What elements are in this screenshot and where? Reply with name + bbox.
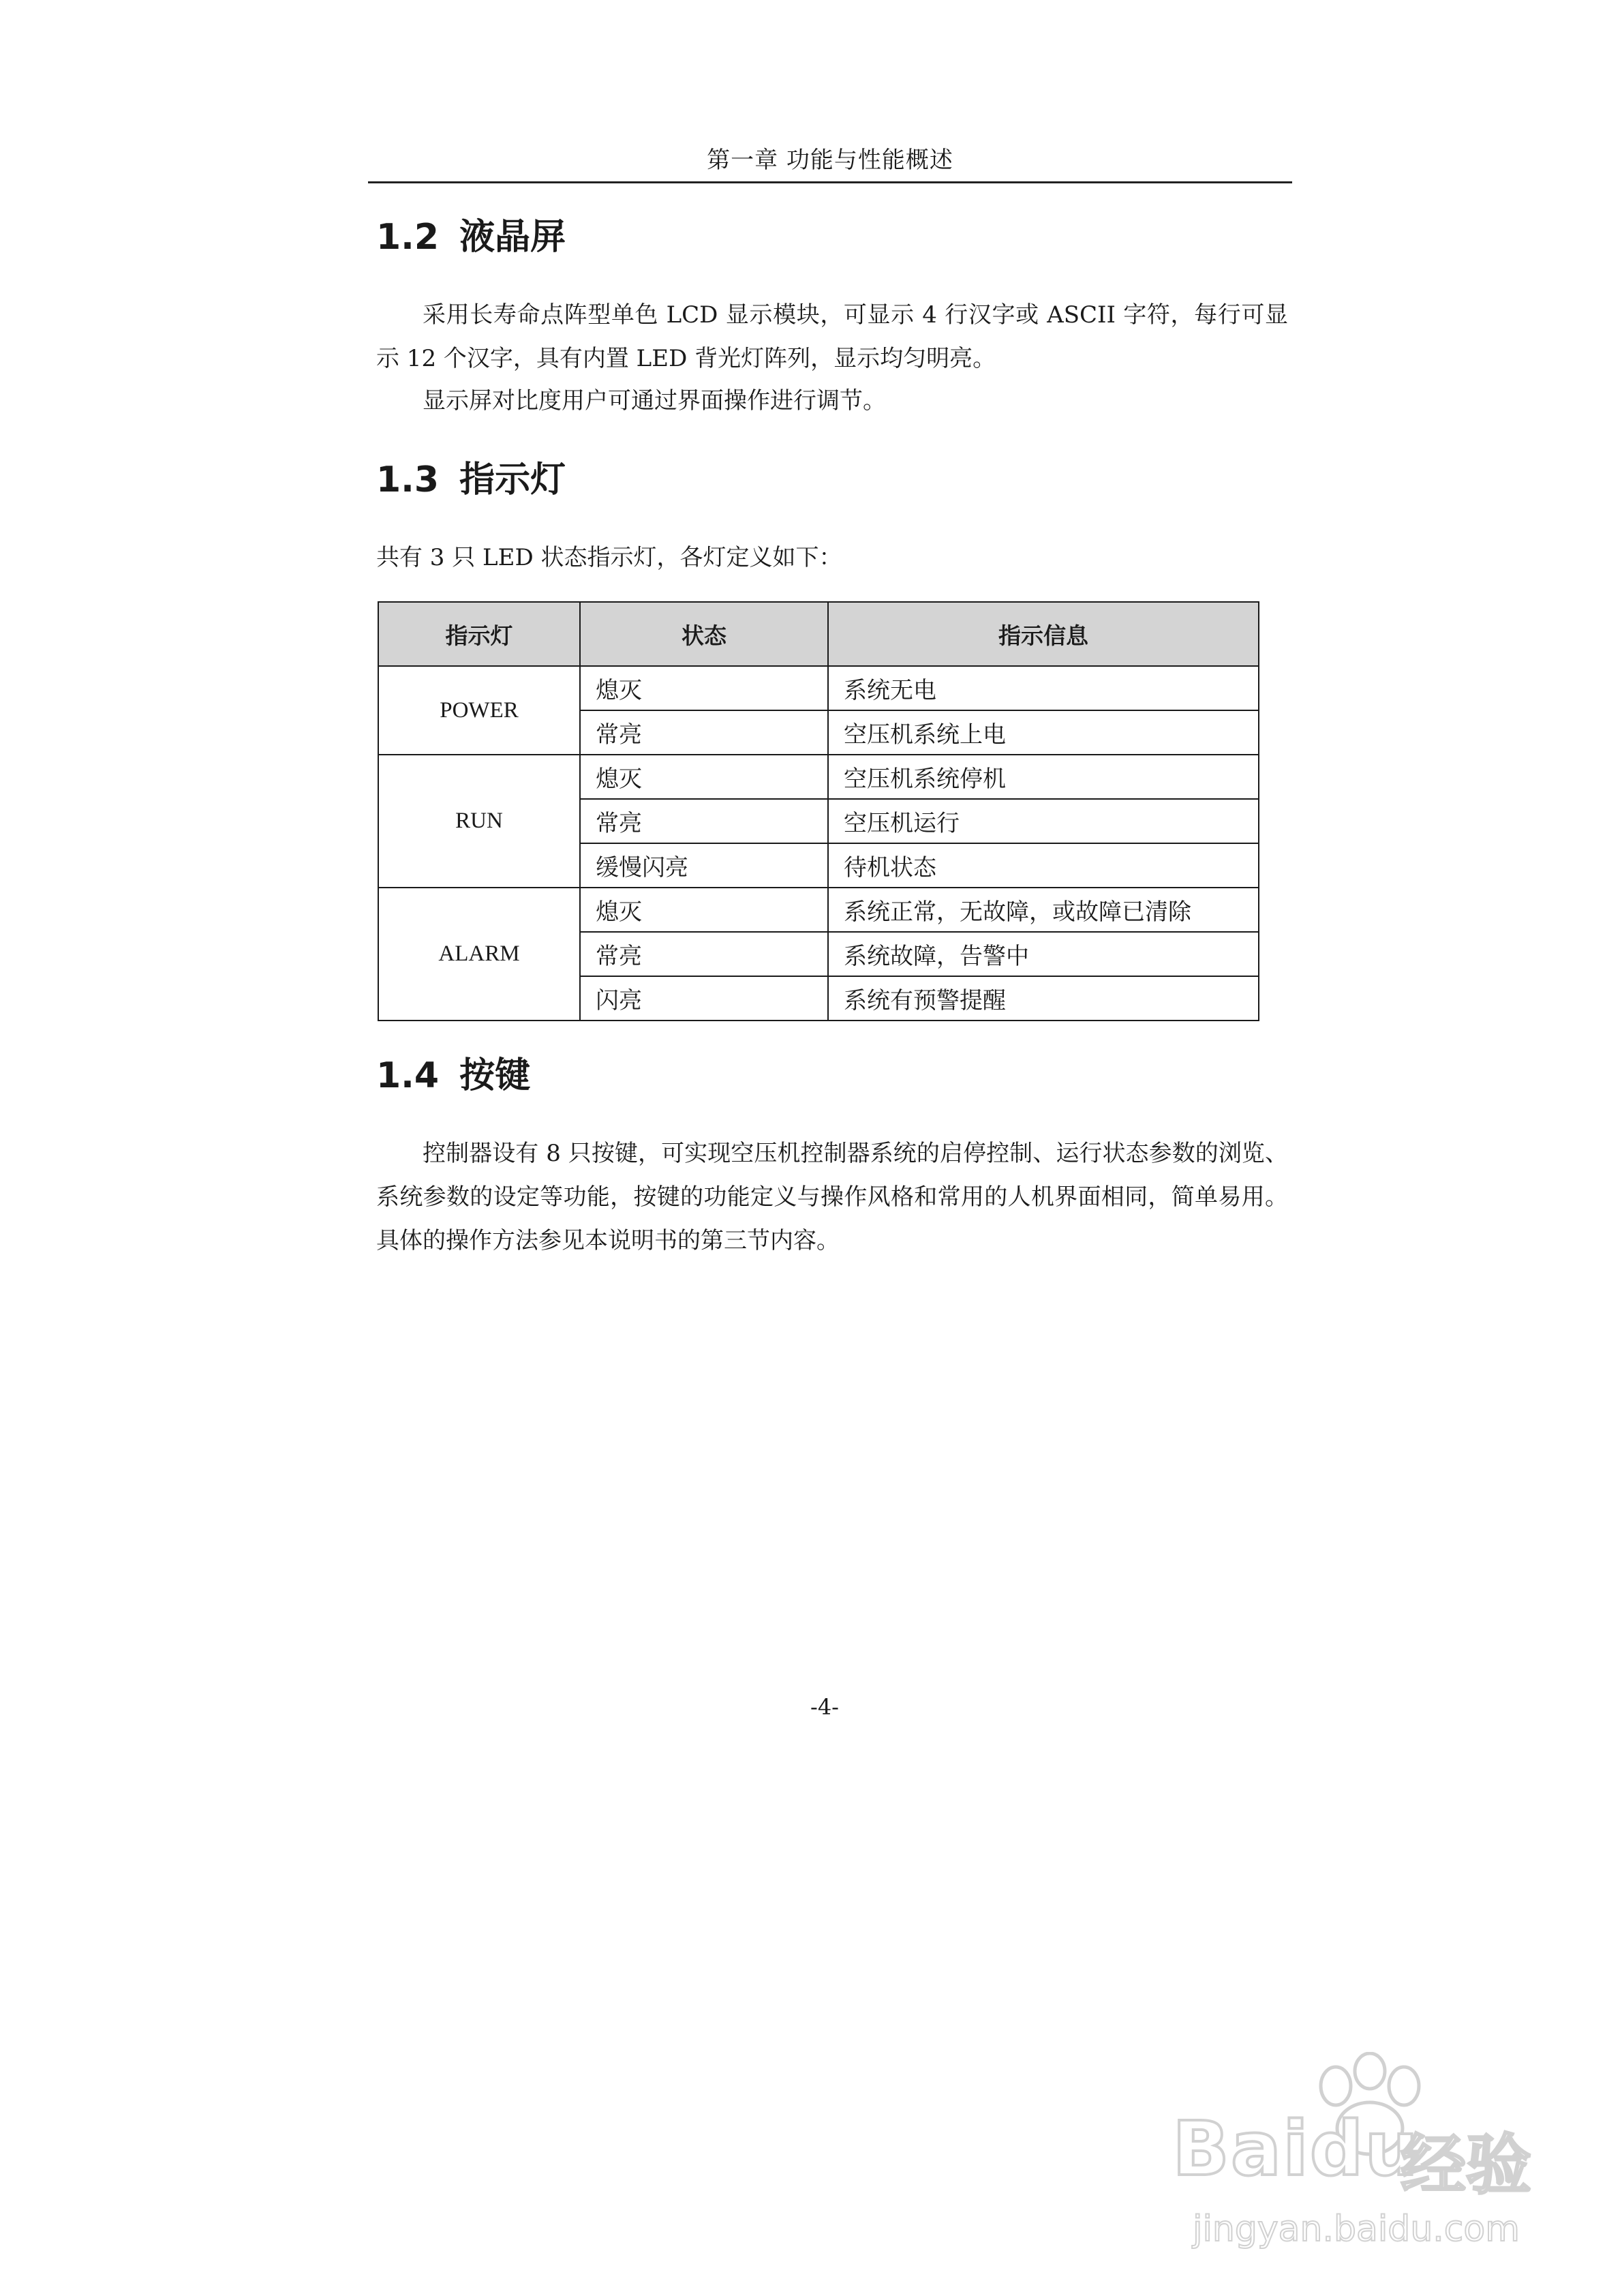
section-heading-1-3 xyxy=(376,458,566,502)
info-cell: 系统有预警提醒 xyxy=(828,976,1259,1021)
table-header-row xyxy=(378,602,1259,666)
state-cell: 熄灭 xyxy=(580,888,828,932)
table-row xyxy=(378,755,1259,799)
table-row xyxy=(378,888,1259,932)
column-header-state: 状态 xyxy=(580,602,828,666)
info-cell: 空压机运行 xyxy=(828,799,1259,843)
state-cell: 熄灭 xyxy=(580,755,828,799)
section-number: 1.4 xyxy=(376,1055,440,1096)
state-cell: 常亮 xyxy=(580,932,828,976)
section-number: 1.3 xyxy=(376,459,440,500)
column-header-info: 指示信息 xyxy=(828,602,1259,666)
section-heading-1-2 xyxy=(376,215,566,259)
watermark-product-text: 经验 xyxy=(1401,2127,1531,2203)
led-indicator-table xyxy=(378,601,1259,1021)
info-cell: 系统无电 xyxy=(828,666,1259,710)
state-cell: 缓慢闪亮 xyxy=(580,843,828,888)
section-title: 指示灯 xyxy=(459,459,566,500)
section-title: 按键 xyxy=(459,1055,531,1096)
section-number: 1.2 xyxy=(376,217,440,258)
page-number: -4- xyxy=(810,1694,839,1720)
baidu-jingyan-watermark xyxy=(1152,2066,1561,2270)
watermark-url-text: jingyan.baidu.com xyxy=(1193,2209,1520,2250)
lamp-name-alarm: ALARM xyxy=(378,888,580,1021)
state-cell: 熄灭 xyxy=(580,666,828,710)
state-cell: 常亮 xyxy=(580,799,828,843)
column-header-lamp: 指示灯 xyxy=(378,602,580,666)
header-rule xyxy=(368,181,1292,183)
section-title: 液晶屏 xyxy=(459,217,566,258)
state-cell: 常亮 xyxy=(580,710,828,755)
info-cell: 系统故障，告警中 xyxy=(828,932,1259,976)
paragraph-keys-description: 控制器设有 8 只按键，可实现空压机控制器系统的启停控制、运行状态参数的浏览、系统参数的设定等功能，按键的功能定义与操作风格和常用的人机界面相同，简单易用。具体的操作方法参见本说明书的第三节内容。 xyxy=(376,1140,1288,1254)
info-cell: 空压机系统上电 xyxy=(828,710,1259,755)
paragraph-lcd-description: 采用长寿命点阵型单色 LCD 显示模块，可显示 4 行汉字或 ASCII 字符，每行可显示 12 个汉字，具有内置 LED 背光灯阵列，显示均匀明亮。 xyxy=(376,301,1288,372)
running-header-title: 第一章 功能与性能概述 xyxy=(707,147,953,174)
section-heading-1-4 xyxy=(376,1054,530,1098)
info-cell: 系统正常，无故障，或故障已清除 xyxy=(828,888,1259,932)
state-cell: 闪亮 xyxy=(580,976,828,1021)
lamp-name-run: RUN xyxy=(378,755,580,888)
paragraph-led-intro: 共有 3 只 LED 状态指示灯，各灯定义如下： xyxy=(376,544,842,571)
paragraph-lcd-contrast: 显示屏对比度用户可通过界面操作进行调节。 xyxy=(423,387,886,414)
watermark-brand-text: Baidu xyxy=(1172,2105,1420,2192)
lamp-name-power: POWER xyxy=(378,666,580,755)
info-cell: 待机状态 xyxy=(828,843,1259,888)
info-cell: 空压机系统停机 xyxy=(828,755,1259,799)
table-row xyxy=(378,666,1259,710)
